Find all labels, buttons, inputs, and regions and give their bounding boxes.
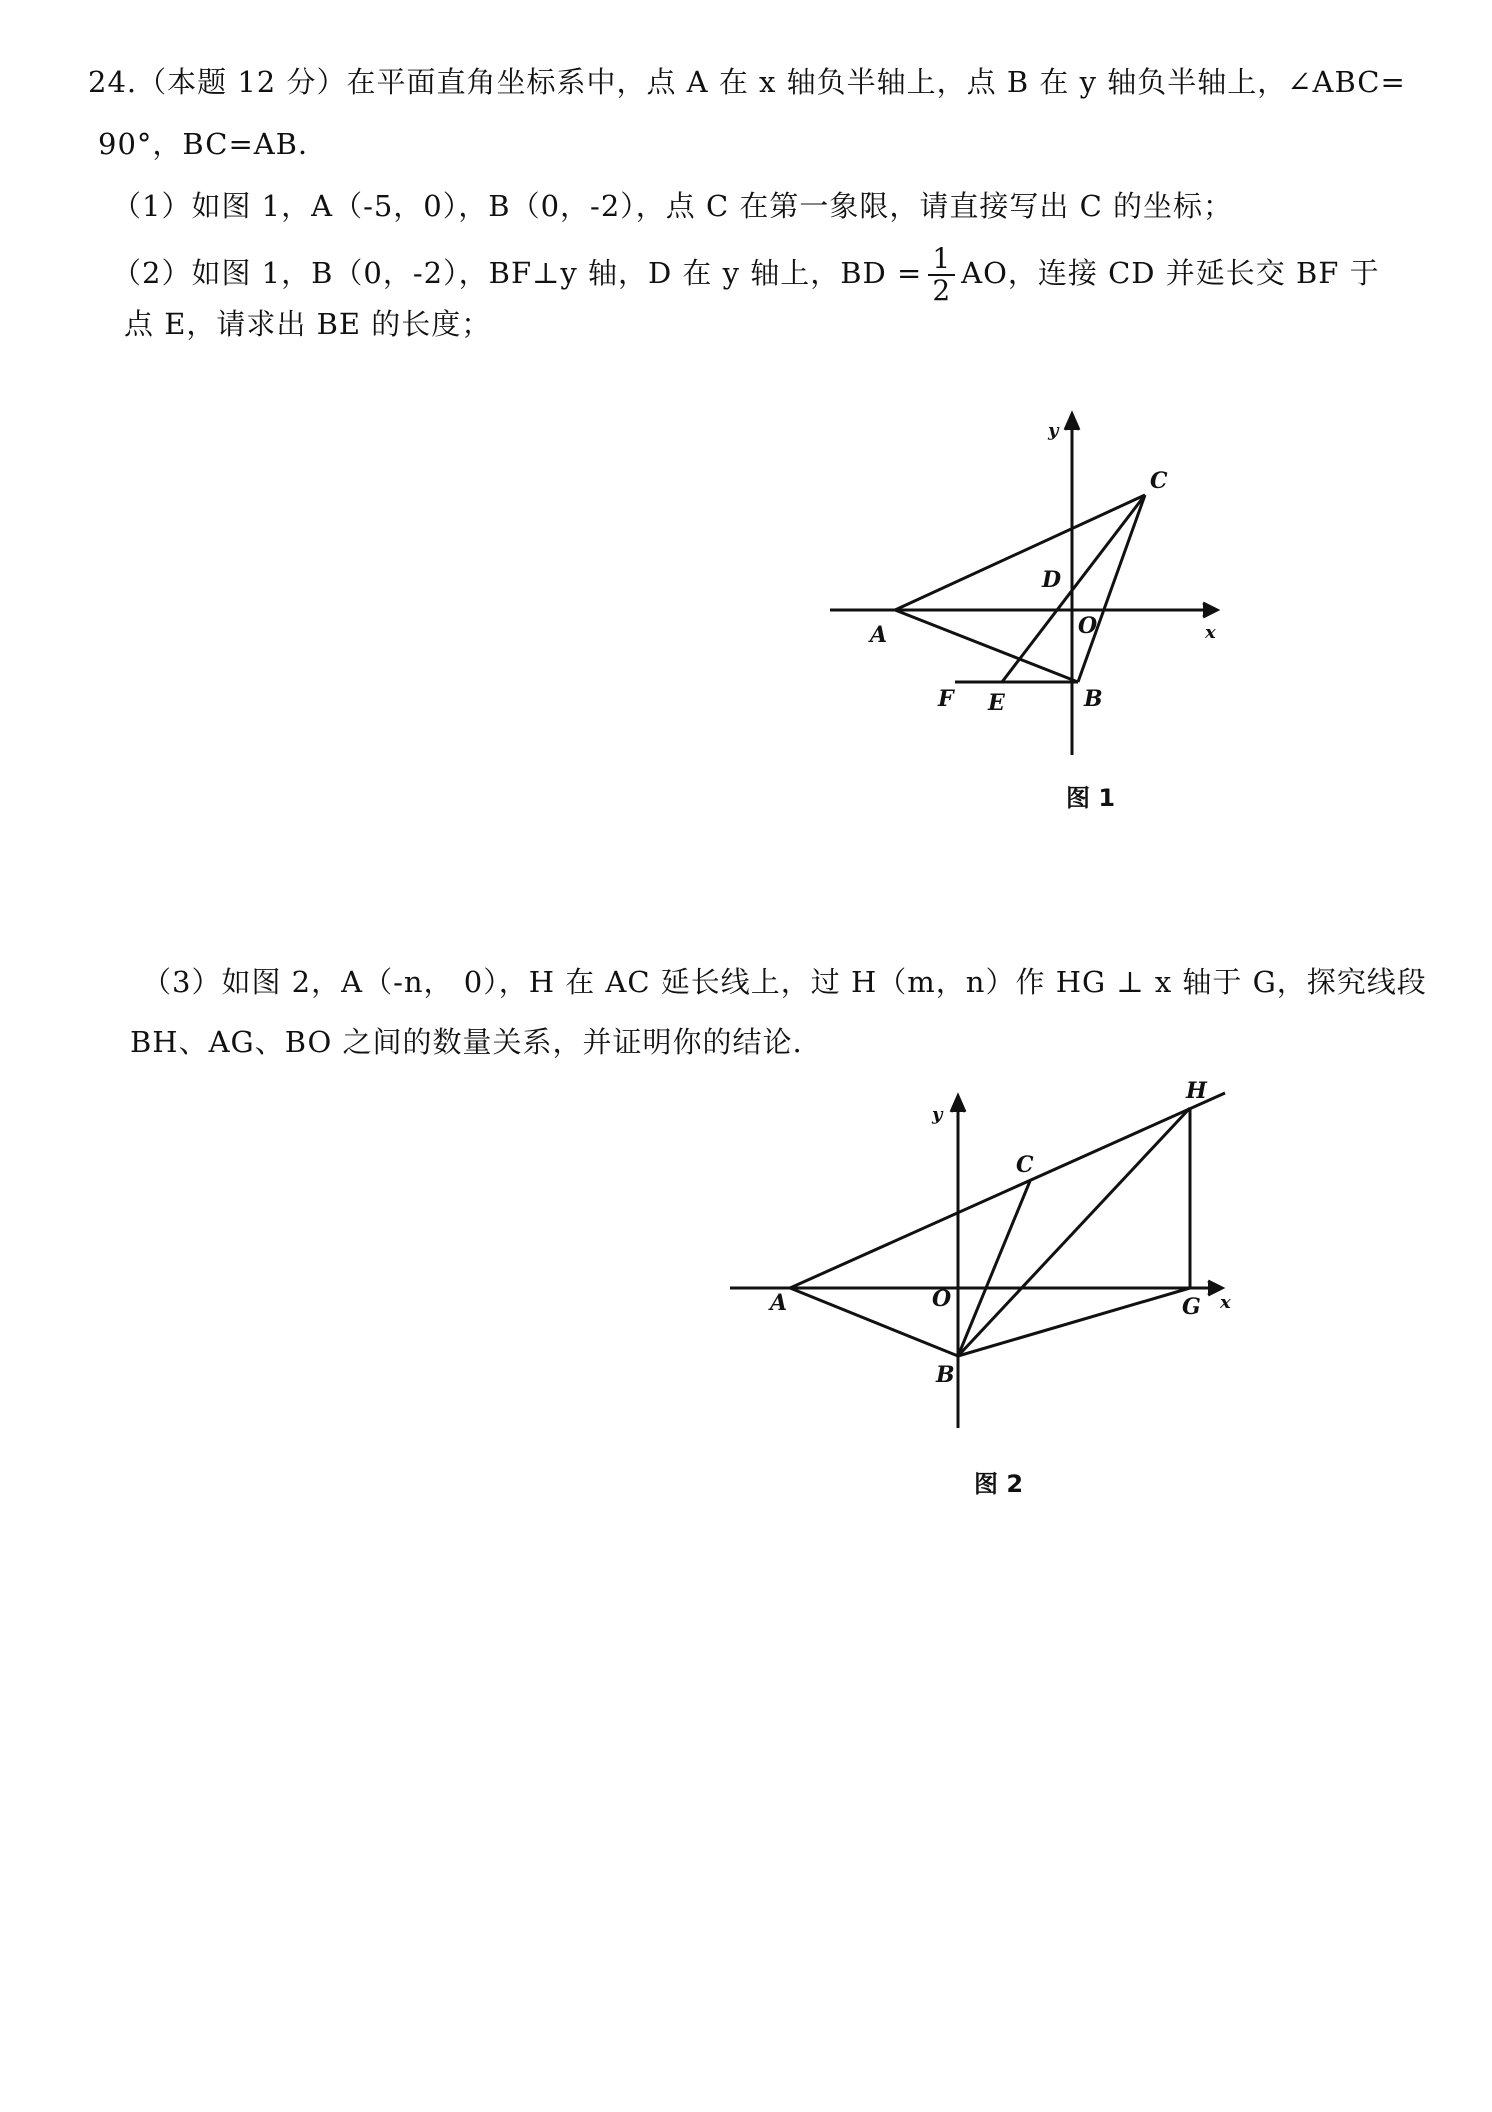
figure-1-caption: 图 1 [1066,784,1116,812]
fig1-label-D: D [1042,567,1062,593]
fig2-label-B: B [936,1362,955,1388]
fig1-x-arrow [1203,603,1217,617]
part-2-text [112,244,1380,306]
fig1-label-O: O [1078,613,1098,639]
part-3-text-line-2: BH、AG、BO 之间的数量关系，并证明你的结论. [130,1025,803,1059]
fig2-label-x: x [1220,1292,1231,1313]
fig2-segment-BH [958,1108,1190,1356]
part-2-text-after: AO，连接 CD 并延长交 BF 于 [961,256,1380,290]
fig2-label-G: G [1182,1294,1201,1320]
figure-2-diagram [720,1068,1240,1448]
fraction-numerator: 1 [928,244,955,276]
fraction-one-half [928,244,955,306]
question-line-2: 90°，BC=AB． [98,127,328,161]
fig2-label-y: y [932,1104,943,1125]
fig1-segment-BC [1078,495,1145,682]
fig1-label-E: E [988,690,1005,716]
fig2-label-A: A [770,1290,788,1316]
fig2-label-C: C [1016,1152,1034,1178]
fig1-label-y: y [1048,420,1059,441]
fig2-label-O: O [932,1286,952,1312]
fig1-y-arrow [1065,414,1079,430]
fig1-label-x: x [1205,622,1216,643]
part-2-text-before: （2）如图 1，B（0，-2），BF⊥y 轴，D 在 y 轴上，BD = [112,256,923,290]
fig2-segment-BG [958,1288,1190,1356]
fig2-label-H: H [1186,1078,1207,1104]
fig1-label-B: B [1084,686,1103,712]
question-line-1: 24.（本题 12 分）在平面直角坐标系中，点 A 在 x 轴负半轴上，点 B 在 y 轴负半轴上，∠ABC= [88,65,1406,99]
fraction-denominator: 2 [932,274,952,307]
figure-1-diagram [820,410,1240,770]
part-3-text-line-1: （3）如图 2，A（-n， 0），H 在 AC 延长线上，过 H（m，n）作 HG ⊥ x 轴于 G，探究线段 [142,965,1427,999]
fig2-y-arrow [951,1096,965,1112]
figure-1 [820,410,1240,770]
fig1-label-A: A [870,622,888,648]
part-2-text-line-2: 点 E，请求出 BE 的长度； [124,307,492,341]
fig2-line-ACH [790,1093,1225,1288]
figure-2-caption: 图 2 [974,1470,1024,1498]
fig1-label-C: C [1150,468,1168,494]
fig1-label-F: F [938,686,954,712]
part-1-text: （1）如图 1，A（-5，0），B（0，-2），点 C 在第一象限，请直接写出 C 的坐标； [112,189,1234,223]
figure-2 [720,1068,1240,1448]
fig1-segment-AC [895,495,1145,610]
